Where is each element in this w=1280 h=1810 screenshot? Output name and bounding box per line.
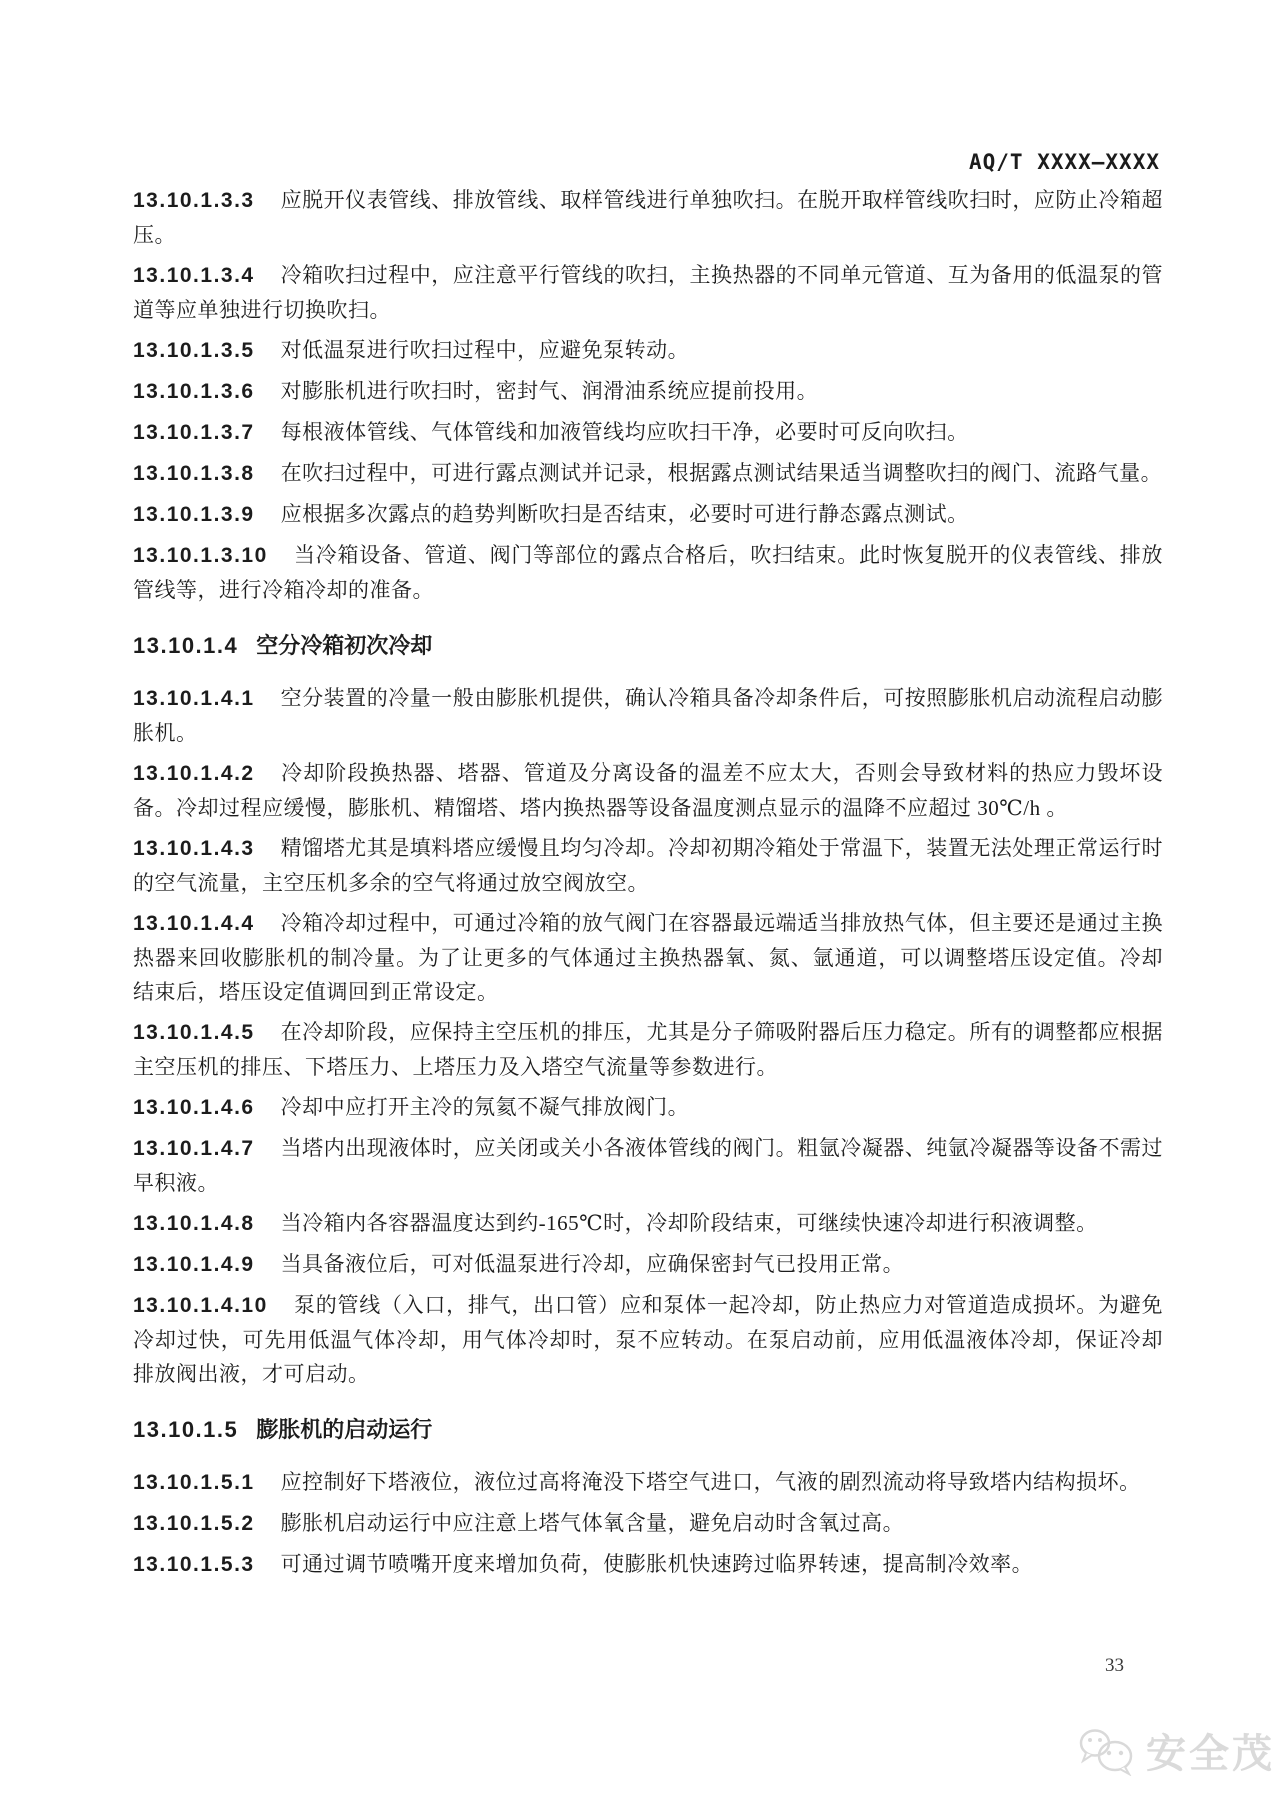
clause-paragraph bbox=[133, 1547, 1163, 1582]
clause-text: 当冷箱设备、管道、阀门等部位的露点合格后，吹扫结束。此时恢复脱开的仪表管线、排放管线等，进行冷箱冷却的准备。 bbox=[133, 543, 1163, 602]
clause-paragraph bbox=[133, 1090, 1163, 1125]
clause-text: 空分冷箱初次冷却 bbox=[256, 633, 433, 658]
clause-paragraph bbox=[133, 374, 1163, 409]
clause-text: 冷却阶段换热器、塔器、管道及分离设备的温差不应太大，否则会导致材料的热应力毁坏设备。冷却过程应缓慢，膨胀机、精馏塔、塔内换热器等设备温度测点显示的温降不应超过 30℃/h 。 bbox=[133, 761, 1163, 820]
clause-paragraph bbox=[133, 456, 1163, 491]
clause-number: 13.10.1.3.10 bbox=[133, 544, 268, 567]
clause-number: 13.10.1.4.5 bbox=[133, 1021, 255, 1044]
section-heading bbox=[133, 631, 1163, 661]
clause-text: 当塔内出现液体时，应关闭或关小各液体管线的阀门。粗氩冷凝器、纯氩冷凝器等设备不需过早积液。 bbox=[133, 1136, 1163, 1195]
clause-number: 13.10.1.4.1 bbox=[133, 687, 255, 710]
clause-number: 13.10.1.4.4 bbox=[133, 912, 255, 935]
clause-paragraph bbox=[133, 415, 1163, 450]
clause-text: 当具备液位后，可对低温泵进行冷却，应确保密封气已投用正常。 bbox=[280, 1252, 905, 1276]
clause-number: 13.10.1.4.7 bbox=[133, 1137, 255, 1160]
clause-paragraph bbox=[133, 681, 1163, 750]
clause-number: 13.10.1.4.2 bbox=[133, 762, 255, 785]
clause-paragraph bbox=[133, 831, 1163, 900]
clause-text: 对低温泵进行吹扫过程中，应避免泵转动。 bbox=[280, 338, 690, 362]
clause-number: 13.10.1.3.3 bbox=[133, 189, 255, 212]
doc-code-header: AQ/T XXXX—XXXX bbox=[968, 150, 1160, 174]
clause-paragraph bbox=[133, 258, 1163, 327]
clause-paragraph bbox=[133, 1506, 1163, 1541]
clause-paragraph bbox=[133, 1015, 1163, 1084]
clause-text: 冷箱吹扫过程中，应注意平行管线的吹扫，主换热器的不同单元管道、互为备用的低温泵的管道等应单独进行切换吹扫。 bbox=[133, 263, 1163, 322]
clause-paragraph bbox=[133, 333, 1163, 368]
clause-text: 应控制好下塔液位，液位过高将淹没下塔空气进口，气液的剧烈流动将导致塔内结构损坏。 bbox=[280, 1470, 1141, 1494]
clause-text: 空分装置的冷量一般由膨胀机提供，确认冷箱具备冷却条件后，可按照膨胀机启动流程启动膨胀机。 bbox=[133, 686, 1163, 745]
clause-number: 13.10.1.3.5 bbox=[133, 339, 255, 362]
clause-paragraph bbox=[133, 183, 1163, 252]
clause-number: 13.10.1.3.7 bbox=[133, 421, 255, 444]
clause-text: 应脱开仪表管线、排放管线、取样管线进行单独吹扫。在脱开取样管线吹扫时，应防止冷箱超压。 bbox=[133, 188, 1163, 247]
page-number: 33 bbox=[1105, 1655, 1124, 1676]
clause-number: 13.10.1.5 bbox=[133, 1417, 239, 1442]
clause-text: 应根据多次露点的趋势判断吹扫是否结束，必要时可进行静态露点测试。 bbox=[280, 502, 969, 526]
clause-number: 13.10.1.5.3 bbox=[133, 1553, 255, 1576]
wechat-logo-icon bbox=[1078, 1726, 1136, 1776]
document-body bbox=[133, 183, 1163, 1588]
clause-paragraph bbox=[133, 1247, 1163, 1282]
clause-text: 泵的管线（入口，排气，出口管）应和泵体一起冷却，防止热应力对管道造成损坏。为避免冷却过快，可先用低温气体冷却，用气体冷却时，泵不应转动。在泵启动前，应用低温液体冷却，保证冷却排放阀出液，才可启动。 bbox=[133, 1293, 1163, 1386]
clause-paragraph bbox=[133, 1465, 1163, 1500]
clause-number: 13.10.1.4.9 bbox=[133, 1253, 255, 1276]
clause-text: 在冷却阶段，应保持主空压机的排压，尤其是分子筛吸附器后压力稳定。所有的调整都应根据主空压机的排压、下塔压力、上塔压力及入塔空气流量等参数进行。 bbox=[133, 1020, 1163, 1079]
clause-text: 在吹扫过程中，可进行露点测试并记录，根据露点测试结果适当调整吹扫的阀门、流路气量。 bbox=[280, 461, 1163, 485]
clause-number: 13.10.1.4 bbox=[133, 633, 239, 658]
clause-paragraph bbox=[133, 538, 1163, 607]
clause-text: 膨胀机的启动运行 bbox=[256, 1417, 433, 1442]
clause-text: 每根液体管线、气体管线和加液管线均应吹扫干净，必要时可反向吹扫。 bbox=[280, 420, 969, 444]
clause-text: 精馏塔尤其是填料塔应缓慢且均匀冷却。冷却初期冷箱处于常温下，装置无法处理正常运行时的空气流量，主空压机多余的空气将通过放空阀放空。 bbox=[133, 836, 1163, 895]
clause-number: 13.10.1.4.8 bbox=[133, 1212, 255, 1235]
clause-paragraph bbox=[133, 756, 1163, 825]
clause-text: 冷却中应打开主冷的氖氦不凝气排放阀门。 bbox=[280, 1095, 690, 1119]
clause-number: 13.10.1.3.6 bbox=[133, 380, 255, 403]
clause-text: 对膨胀机进行吹扫时，密封气、润滑油系统应提前投用。 bbox=[280, 379, 819, 403]
watermark bbox=[1078, 1722, 1275, 1779]
clause-paragraph bbox=[133, 906, 1163, 1009]
clause-text: 膨胀机启动运行中应注意上塔气体氧含量，避免启动时含氧过高。 bbox=[280, 1511, 905, 1535]
clause-text: 当冷箱内各容器温度达到约-165℃时，冷却阶段结束，可继续快速冷却进行积液调整。 bbox=[280, 1211, 1098, 1235]
clause-number: 13.10.1.4.10 bbox=[133, 1294, 268, 1317]
section-heading bbox=[133, 1415, 1163, 1445]
clause-paragraph bbox=[133, 1206, 1163, 1241]
clause-text: 可通过调节喷嘴开度来增加负荷，使膨胀机快速跨过临界转速，提高制冷效率。 bbox=[280, 1552, 1034, 1576]
clause-paragraph bbox=[133, 1288, 1163, 1391]
clause-number: 13.10.1.5.1 bbox=[133, 1471, 255, 1494]
clause-number: 13.10.1.3.4 bbox=[133, 264, 255, 287]
clause-number: 13.10.1.4.3 bbox=[133, 837, 255, 860]
clause-text: 冷箱冷却过程中，可通过冷箱的放气阀门在容器最远端适当排放热气体，但主要还是通过主换热器来回收膨胀机的制冷量。为了让更多的气体通过主换热器氧、氮、氩通道，可以调整塔压设定值。冷却结束后，塔压设定值调回到正常设定。 bbox=[133, 911, 1163, 1004]
clause-number: 13.10.1.3.9 bbox=[133, 503, 255, 526]
watermark-text: 安全茂 bbox=[1146, 1732, 1275, 1776]
clause-number: 13.10.1.3.8 bbox=[133, 462, 255, 485]
clause-paragraph bbox=[133, 497, 1163, 532]
clause-number: 13.10.1.4.6 bbox=[133, 1096, 255, 1119]
clause-number: 13.10.1.5.2 bbox=[133, 1512, 255, 1535]
clause-paragraph bbox=[133, 1131, 1163, 1200]
